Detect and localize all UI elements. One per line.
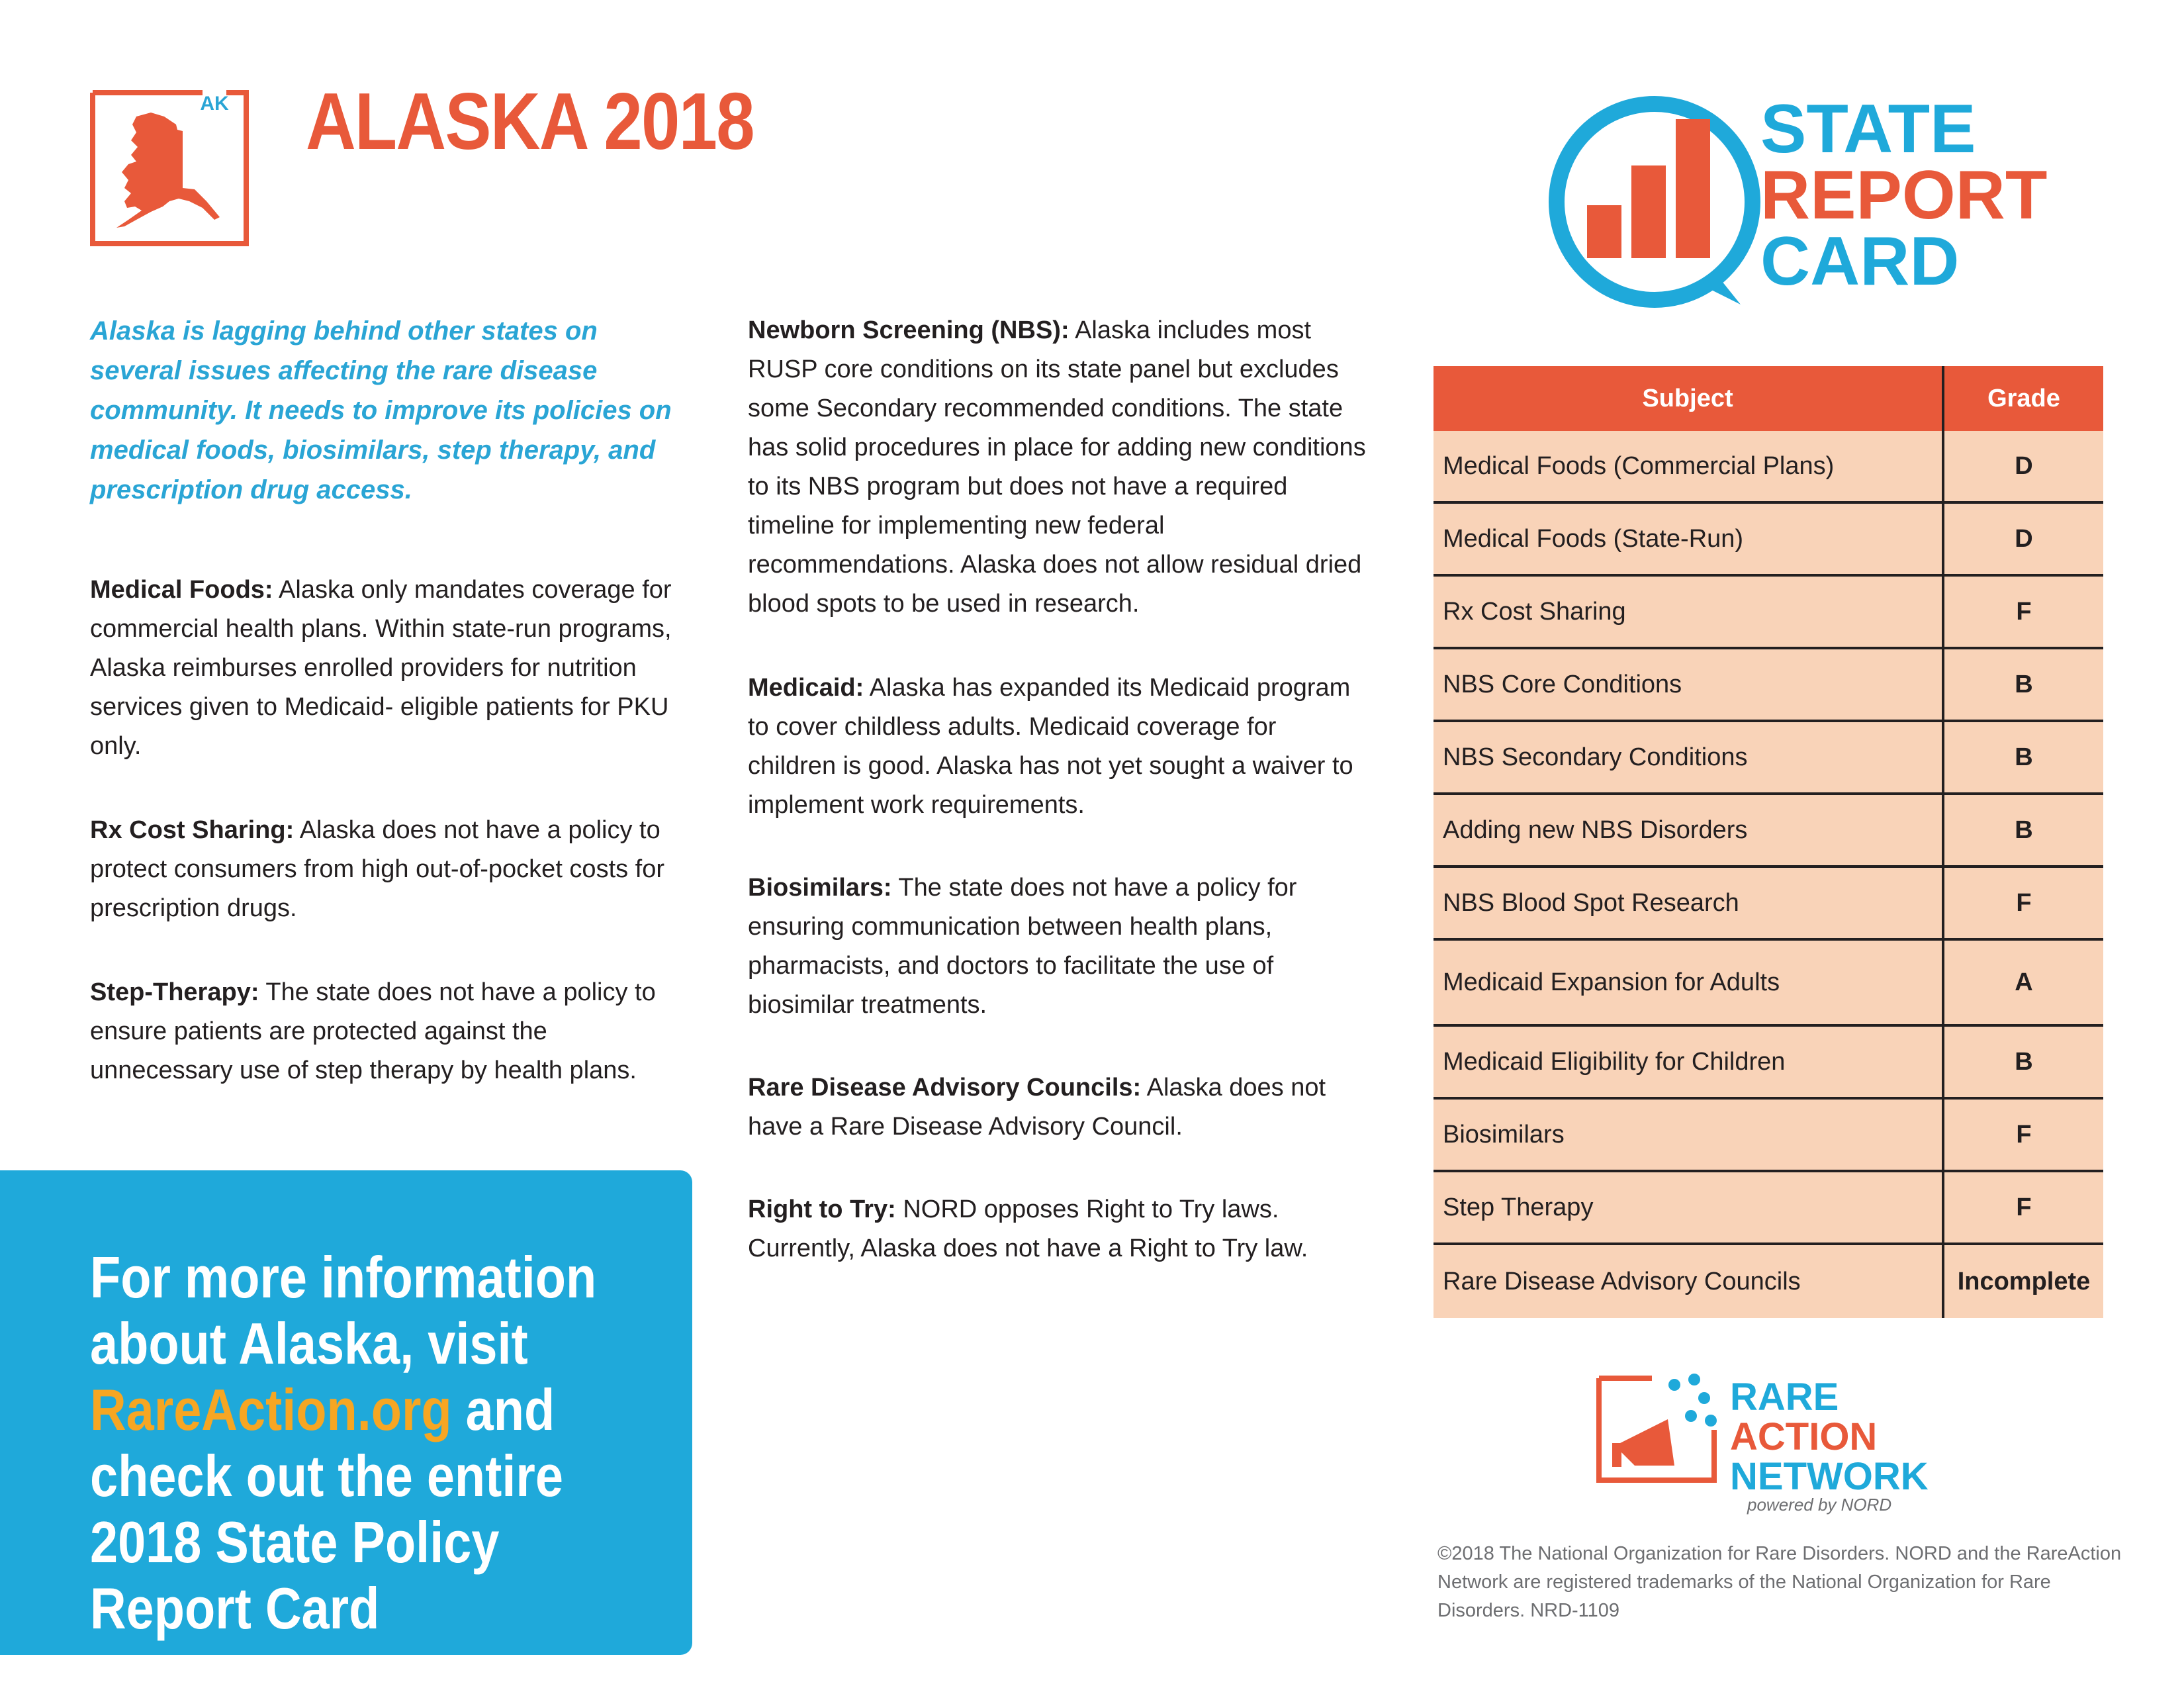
rareaction-link[interactable]: RareAction.org [90, 1377, 452, 1442]
header-subject: Subject [1433, 366, 1944, 431]
logo-rare: RARE [1730, 1376, 1839, 1419]
grade-cell: F [2016, 597, 2032, 626]
cta-text-after: and check out the entire 2018 State Policy Report Card [90, 1377, 563, 1641]
table-row [1433, 868, 2103, 941]
copyright-notice: ©2018 The National Organization for Rare Disorders. NORD and the RareAction Network are registered trademarks of the National Organization for Rare Disorders. NRD-1109 [1437, 1543, 2122, 1621]
table-row [1433, 577, 2103, 649]
table-header [1433, 366, 2103, 431]
section-label: Medical Foods: [90, 576, 273, 604]
subject-cell: Rare Disease Advisory Councils [1433, 1245, 1944, 1318]
section-text: Alaska only mandates coverage for commercial health plans. Within state-run programs, Alaska reimburses enrolled providers for nutrition services given to Medicaid- eligible patients for PKU only. [90, 576, 672, 760]
table-row [1433, 431, 2103, 504]
section-step-therapy [90, 973, 672, 1090]
grade-cell: F [2016, 888, 2032, 917]
section-medicaid [748, 669, 1370, 825]
subject-cell: Adding new NBS Disorders [1433, 795, 1944, 865]
subject-cell: Medical Foods (State-Run) [1433, 504, 1944, 574]
page-title: ALASKA 2018 [306, 76, 754, 166]
grade-cell: B [2015, 670, 2033, 698]
section-text: Alaska has expanded its Medicaid program to cover childless adults. Medicaid coverage for children is good. Alaska has not yet sought a waiver to implement work requirements. [748, 674, 1353, 819]
alaska-map-icon [90, 90, 249, 246]
subject-cell: Medicaid Eligibility for Children [1433, 1027, 1944, 1097]
section-text: The state does not have a policy for ensuring communication between health plans, pharmacists, and doctors to facilitate the use of biosimilar treatments. [748, 874, 1297, 1019]
subject-cell: Medical Foods (Commercial Plans) [1433, 431, 1944, 501]
section-label: Medicaid: [748, 674, 864, 702]
section-label: Newborn Screening (NBS): [748, 316, 1069, 344]
state-badge [90, 90, 249, 246]
subject-cell: Biosimilars [1433, 1100, 1944, 1170]
table-row [1433, 795, 2103, 868]
state-report-card-logo [1542, 86, 2052, 318]
logo-line-report: REPORT [1760, 157, 2048, 234]
rare-action-network-logo [1595, 1366, 1992, 1519]
cta-text [90, 1244, 659, 1642]
grade-cell: D [2015, 451, 2033, 480]
table-row [1433, 722, 2103, 795]
section-newborn-screening [748, 311, 1370, 624]
grade-cell: A [2015, 968, 2033, 996]
section-rx-cost-sharing [90, 811, 672, 928]
subject-cell: Medicaid Expansion for Adults [1433, 941, 1944, 1024]
table-row [1433, 1245, 2103, 1318]
section-text: Alaska includes most RUSP core conditions on its state panel but excludes some Secondary recommended conditions. The state has solid procedures in place for adding new conditions to its NBS program but does not have a required timeline for implementing new federal recommendations. Alaska does not allow residual dried blood spots to be used in research. [748, 316, 1366, 618]
intro-summary: Alaska is lagging behind other states on several issues affecting the rare disease community. It needs to improve its policies on medical foods, biosimilars, step therapy, and prescription drug access. [90, 316, 672, 504]
grade-cell: B [2015, 1047, 2033, 1076]
section-biosimilars [748, 868, 1370, 1025]
table-row [1433, 1100, 2103, 1172]
subject-cell: NBS Blood Spot Research [1433, 868, 1944, 938]
subject-cell: Step Therapy [1433, 1172, 1944, 1243]
subject-cell: NBS Core Conditions [1433, 649, 1944, 720]
section-label: Rare Disease Advisory Councils: [748, 1074, 1142, 1102]
section-label: Biosimilars: [748, 874, 892, 902]
logo-network: NETWORK [1730, 1455, 1929, 1498]
section-label: Rx Cost Sharing: [90, 816, 295, 844]
table-row [1433, 1027, 2103, 1100]
header-grade: Grade [1987, 384, 2060, 412]
grade-cell: D [2015, 524, 2033, 553]
section-label: Right to Try: [748, 1196, 896, 1223]
subject-cell: NBS Secondary Conditions [1433, 722, 1944, 792]
grade-cell: Incomplete [1957, 1267, 2091, 1295]
section-right-to-try [748, 1190, 1370, 1268]
grade-cell: F [2016, 1193, 2032, 1221]
state-abbr: AK [200, 93, 229, 115]
section-label: Step-Therapy: [90, 978, 259, 1006]
cta-text-before: For more information about Alaska, visit [90, 1244, 597, 1376]
subject-cell: Rx Cost Sharing [1433, 577, 1944, 647]
logo-tagline: powered by NORD [1747, 1495, 1892, 1515]
table-row [1433, 649, 2103, 722]
grade-table [1433, 366, 2103, 1318]
section-text: The state does not have a policy to ensure patients are protected against the unnecessary use of step therapy by health plans. [90, 978, 656, 1084]
table-row [1433, 1172, 2103, 1245]
table-row [1433, 504, 2103, 577]
logo-line-state: STATE [1760, 91, 1976, 167]
grade-cell: B [2015, 743, 2033, 771]
table-row [1433, 941, 2103, 1027]
megaphone-icon [1595, 1366, 1992, 1519]
grade-cell: F [2016, 1120, 2032, 1149]
section-medical-foods [90, 571, 672, 766]
section-text: Alaska does not have a policy to protect consumers from high out-of-pocket costs for prescription drugs. [90, 816, 665, 922]
section-text: NORD opposes Right to Try laws. Currently, Alaska does not have a Right to Try law. [748, 1196, 1308, 1262]
section-rare-disease-councils [748, 1068, 1370, 1147]
grade-cell: B [2015, 816, 2033, 844]
logo-line-card: CARD [1760, 223, 1960, 300]
section-text: Alaska does not have a Rare Disease Advisory Council. [748, 1074, 1326, 1141]
logo-action: ACTION [1730, 1415, 1878, 1458]
bar-chart-speech-bubble-icon [1542, 86, 2052, 318]
